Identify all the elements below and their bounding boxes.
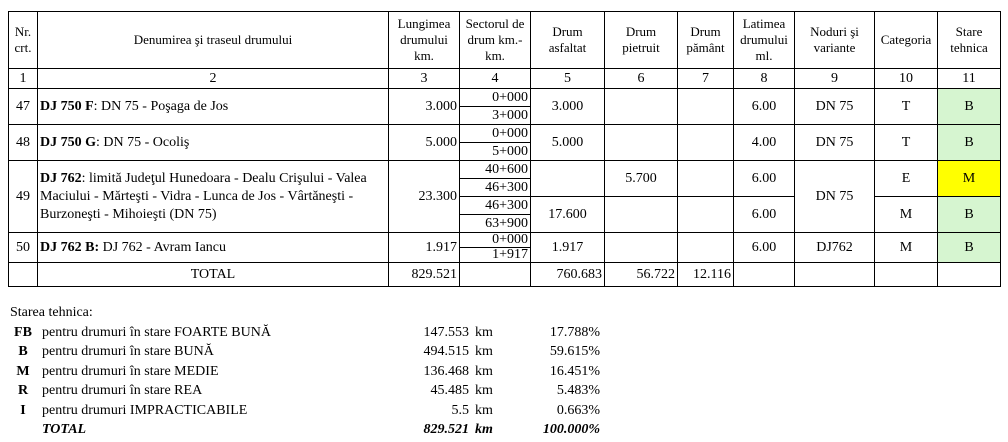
row-asphalt — [531, 161, 605, 197]
road-code: DJ 762 B: — [40, 239, 100, 255]
row-state-badge: B — [938, 89, 1001, 125]
total-row — [9, 263, 1001, 287]
row-width: 6.00 — [734, 161, 795, 197]
total-blank — [795, 263, 875, 287]
legend-item — [10, 323, 630, 343]
header-asphalt: Drum asfaltat — [531, 12, 605, 69]
total-blank — [875, 263, 938, 287]
road-code: DJ 750 G — [40, 134, 96, 150]
header-width: Latimea drumului ml. — [734, 12, 795, 69]
legend-code: I — [20, 402, 26, 418]
legend-length: 136.468 — [423, 363, 469, 379]
row-stone — [605, 233, 678, 263]
col-num: 11 — [938, 69, 1001, 89]
header-sector: Sectorul de drum km.- km. — [460, 12, 531, 69]
legend-desc: pentru drumuri în stare FOARTE BUNĂ — [42, 324, 271, 340]
legend-desc: pentru drumuri IMPRACTICABILE — [42, 402, 248, 418]
legend-percent: 17.788% — [549, 324, 600, 340]
sector-from: 46+300 — [460, 197, 530, 215]
row-category: M — [875, 233, 938, 263]
legend-unit: km — [475, 402, 493, 418]
row-length: 23.300 — [389, 161, 460, 233]
sector-from: 40+600 — [460, 161, 530, 179]
row-stone — [605, 89, 678, 125]
total-asphalt: 760.683 — [531, 263, 605, 287]
legend-percent: 59.615% — [549, 344, 600, 359]
header-length: Lungimea drumului km. — [389, 12, 460, 69]
total-blank — [9, 263, 38, 287]
table-row — [9, 89, 1001, 125]
row-sector — [460, 197, 531, 233]
legend-length: 5.5 — [451, 402, 469, 418]
legend-total-percent: 100.000% — [542, 422, 600, 437]
row-road-name — [38, 233, 389, 263]
row-width: 6.00 — [734, 197, 795, 233]
row-earth — [678, 161, 734, 197]
row-category: M — [875, 197, 938, 233]
row-nr: 49 — [9, 161, 38, 233]
row-sector — [460, 89, 531, 125]
legend-length: 494.515 — [423, 344, 469, 359]
legend-item — [10, 401, 630, 421]
header-category: Categoria — [875, 12, 938, 69]
row-nodes: DN 75 — [795, 125, 875, 161]
row-length: 3.000 — [389, 89, 460, 125]
row-nodes: DN 75 — [795, 161, 875, 233]
row-stone — [605, 125, 678, 161]
legend-unit: km — [475, 363, 493, 379]
total-blank — [460, 263, 531, 287]
row-asphalt: 3.000 — [531, 89, 605, 125]
sector-to: 5+000 — [492, 144, 528, 159]
legend-item — [10, 362, 630, 382]
row-category: T — [875, 89, 938, 125]
col-num: 8 — [734, 69, 795, 89]
total-label: TOTAL — [38, 263, 389, 287]
row-stone: 5.700 — [605, 161, 678, 197]
legend-total-length: 829.521 — [423, 422, 469, 437]
legend-item — [10, 381, 630, 401]
legend-code: R — [17, 383, 29, 398]
legend-unit: km — [475, 324, 493, 340]
legend-code: B — [18, 344, 28, 359]
table-row — [9, 125, 1001, 161]
legend-code: M — [16, 363, 30, 379]
row-state-badge: M — [938, 161, 1001, 197]
legend-code: FB — [14, 324, 32, 340]
row-nr: 50 — [9, 233, 38, 263]
legend-desc: pentru drumuri în stare REA — [42, 383, 203, 398]
row-road-name — [38, 161, 389, 233]
row-state-badge: B — [938, 125, 1001, 161]
total-earth: 12.116 — [678, 263, 734, 287]
row-width: 4.00 — [734, 125, 795, 161]
row-width: 6.00 — [734, 89, 795, 125]
row-sector — [460, 161, 531, 197]
row-nr: 47 — [9, 89, 38, 125]
legend-total-label: TOTAL — [42, 422, 87, 437]
legend-desc: pentru drumuri în stare MEDIE — [42, 363, 219, 379]
legend-title: Starea tehnica: — [10, 305, 93, 320]
sector-from: 0+000 — [460, 89, 530, 107]
road-code: DJ 750 F — [40, 98, 94, 114]
header-nr: Nr. crt. — [9, 12, 38, 69]
header-row — [9, 12, 1001, 69]
road-code: DJ 762 — [40, 170, 82, 186]
legend-item — [10, 342, 630, 362]
row-earth — [678, 89, 734, 125]
road-route: DJ 762 - Avram Iancu — [99, 239, 226, 255]
row-asphalt: 5.000 — [531, 125, 605, 161]
col-num: 3 — [389, 69, 460, 89]
column-number-row — [9, 69, 1001, 89]
legend-percent: 0.663% — [556, 402, 600, 418]
legend-total-unit: km — [475, 422, 493, 437]
row-earth — [678, 197, 734, 233]
legend-length: 45.485 — [430, 383, 469, 398]
row-road-name — [38, 89, 389, 125]
legend-percent: 5.483% — [556, 383, 600, 398]
legend-desc: pentru drumuri în stare BUNĂ — [42, 344, 214, 359]
row-nodes: DN 75 — [795, 89, 875, 125]
total-blank — [734, 263, 795, 287]
sector-to: 63+900 — [485, 216, 528, 231]
state-legend — [10, 303, 630, 440]
col-num: 2 — [38, 69, 389, 89]
sector-from: 0+000 — [460, 125, 530, 143]
col-num: 5 — [531, 69, 605, 89]
row-asphalt: 17.600 — [531, 197, 605, 233]
total-stone: 56.722 — [605, 263, 678, 287]
legend-unit: km — [475, 383, 493, 398]
roads-table — [8, 11, 1001, 287]
sector-to: 3+000 — [492, 108, 528, 123]
table-row — [9, 161, 1001, 197]
row-nr: 48 — [9, 125, 38, 161]
header-name: Denumirea şi traseul drumului — [38, 12, 389, 69]
col-num: 4 — [460, 69, 531, 89]
row-category: T — [875, 125, 938, 161]
table-row — [9, 233, 1001, 263]
row-state-badge: B — [938, 197, 1001, 233]
row-length: 1.917 — [389, 233, 460, 263]
header-stone: Drum pietruit — [605, 12, 678, 69]
total-blank — [938, 263, 1001, 287]
col-num: 9 — [795, 69, 875, 89]
row-category: E — [875, 161, 938, 197]
legend-percent: 16.451% — [549, 363, 600, 379]
col-num: 1 — [9, 69, 38, 89]
row-width: 6.00 — [734, 233, 795, 263]
col-num: 7 — [678, 69, 734, 89]
col-num: 10 — [875, 69, 938, 89]
legend-total — [10, 420, 630, 440]
row-nodes: DJ762 — [795, 233, 875, 263]
sector-from: 0+000 — [460, 233, 530, 248]
row-asphalt: 1.917 — [531, 233, 605, 263]
row-stone — [605, 197, 678, 233]
row-sector — [460, 125, 531, 161]
road-route: : DN 75 - Poşaga de Jos — [93, 98, 229, 114]
header-state: Stare tehnica — [938, 12, 1001, 69]
header-nodes: Noduri şi variante — [795, 12, 875, 69]
row-road-name — [38, 125, 389, 161]
row-state-badge: B — [938, 233, 1001, 263]
legend-unit: km — [475, 344, 493, 359]
sector-to: 1+917 — [492, 247, 528, 262]
total-length: 829.521 — [389, 263, 460, 287]
row-earth — [678, 233, 734, 263]
legend-length: 147.553 — [423, 324, 469, 340]
row-length: 5.000 — [389, 125, 460, 161]
road-route: : DN 75 - Ocoliş — [96, 134, 190, 150]
sector-to: 46+300 — [485, 180, 528, 195]
header-earth: Drum pământ — [678, 12, 734, 69]
row-earth — [678, 125, 734, 161]
row-sector — [460, 233, 531, 263]
col-num: 6 — [605, 69, 678, 89]
road-route: : limită Judeţul Hunedoara - Dealu Crişului - Valea Maciului - Mărteşti - Vidra - Lunca de Jos - Vârtăneşti - Burzoneşti - Mihoieşti (DN 75) — [40, 170, 367, 222]
